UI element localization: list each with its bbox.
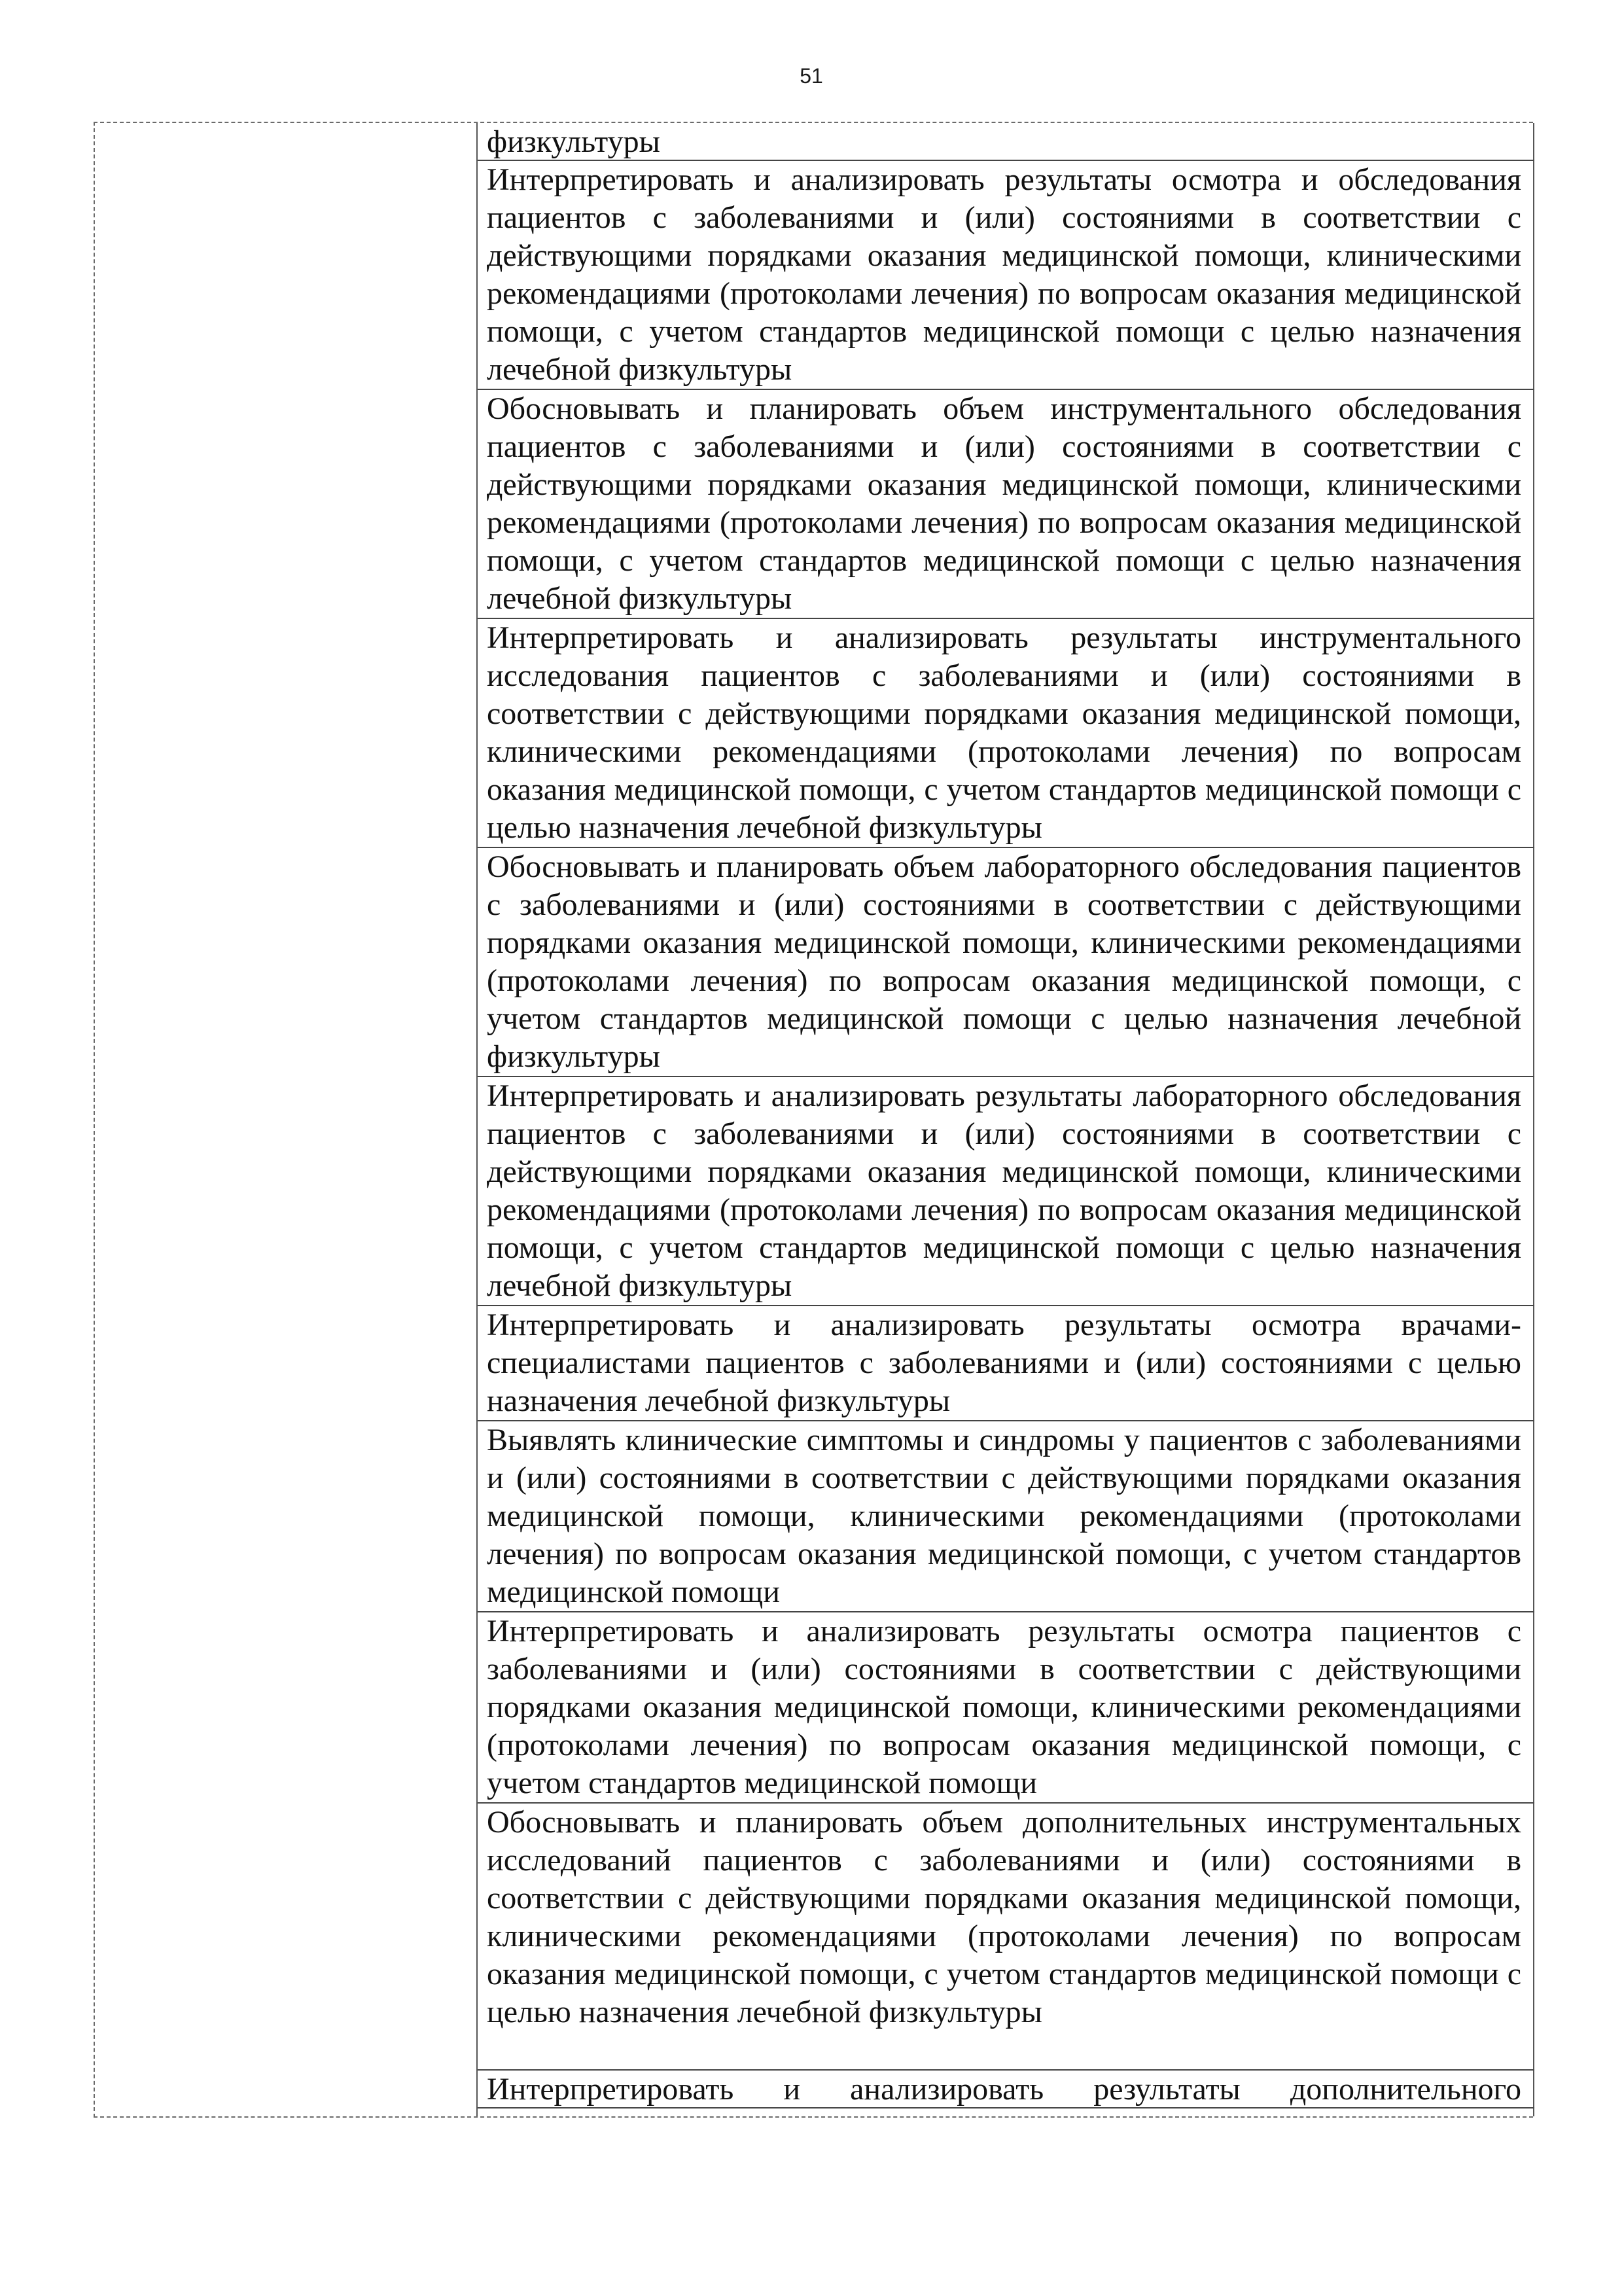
- table-row: Выявлять клинические симптомы и синдромы у пациентов с заболеваниями и (или) состояниями в соответствии с действующими порядками оказания медицинской помощи, клиническими рекомендациями (протоколами лечения) по вопросам оказания медицинской помощи, с учетом стандартов медицинской помощи: [478, 1421, 1534, 1612]
- table-right-column: [478, 123, 1534, 2116]
- page-number: 51: [800, 64, 823, 88]
- table-row: Обосновывать и планировать объем дополнительных инструментальных исследований пациентов с заболеваниями и (или) состояниями в соответствии с действующими порядками оказания медицинской помощи, клиническими рекомендациями (протоколами лечения) по вопросам оказания медицинской помощи, с учетом стандартов медицинской помощи с целью назначения лечебной физкультуры: [478, 1804, 1534, 2071]
- table-row: Интерпретировать и анализировать результаты дополнительного: [478, 2071, 1534, 2108]
- competency-table: [94, 122, 1533, 2118]
- table-row: Интерпретировать и анализировать результаты лабораторного обследования пациентов с заболеваниями и (или) состояниями в соответствии с действующими порядками оказания медицинской помощи, клиническими рекомендациями (протоколами лечения) по вопросам оказания медицинской помощи, с учетом стандартов медицинской помощи с целью назначения лечебной физкультуры: [478, 1077, 1534, 1306]
- table-left-column: [95, 123, 478, 2116]
- table-row: физкультуры: [478, 123, 1534, 161]
- table-row: Обосновывать и планировать объем лабораторного обследования пациентов с заболеваниями и (или) состояниями в соответствии с действующими порядками оказания медицинской помощи, клиническими рекомендациями (протоколами лечения) по вопросам оказания медицинской помощи, с учетом стандартов медицинской помощи с целью назначения лечебной физкультуры: [478, 848, 1534, 1077]
- table-row: Интерпретировать и анализировать результаты осмотра врачами-специалистами пациентов с заболеваниями и (или) состояниями с целью назначения лечебной физкультуры: [478, 1306, 1534, 1421]
- table-row: Интерпретировать и анализировать результаты осмотра пациентов с заболеваниями и (или) состояниями в соответствии с действующими порядками оказания медицинской помощи, клиническими рекомендациями (протоколами лечения) по вопросам оказания медицинской помощи, с учетом стандартов медицинской помощи: [478, 1612, 1534, 1804]
- table-row: Обосновывать и планировать объем инструментального обследования пациентов с заболеваниями и (или) состояниями в соответствии с действующими порядками оказания медицинской помощи, клиническими рекомендациями (протоколами лечения) по вопросам оказания медицинской помощи, с учетом стандартов медицинской помощи с целью назначения лечебной физкультуры: [478, 390, 1534, 619]
- table-row: Интерпретировать и анализировать результаты осмотра и обследования пациентов с заболеваниями и (или) состояниями в соответствии с действующими порядками оказания медицинской помощи, клиническими рекомендациями (протоколами лечения) по вопросам оказания медицинской помощи, с учетом стандартов медицинской помощи с целью назначения лечебной физкультуры: [478, 161, 1534, 390]
- table-row: Интерпретировать и анализировать результаты инструментального исследования пациентов с заболеваниями и (или) состояниями в соответствии с действующими порядками оказания медицинской помощи, клиническими рекомендациями (протоколами лечения) по вопросам оказания медицинской помощи, с учетом стандартов медицинской помощи с целью назначения лечебной физкультуры: [478, 619, 1534, 848]
